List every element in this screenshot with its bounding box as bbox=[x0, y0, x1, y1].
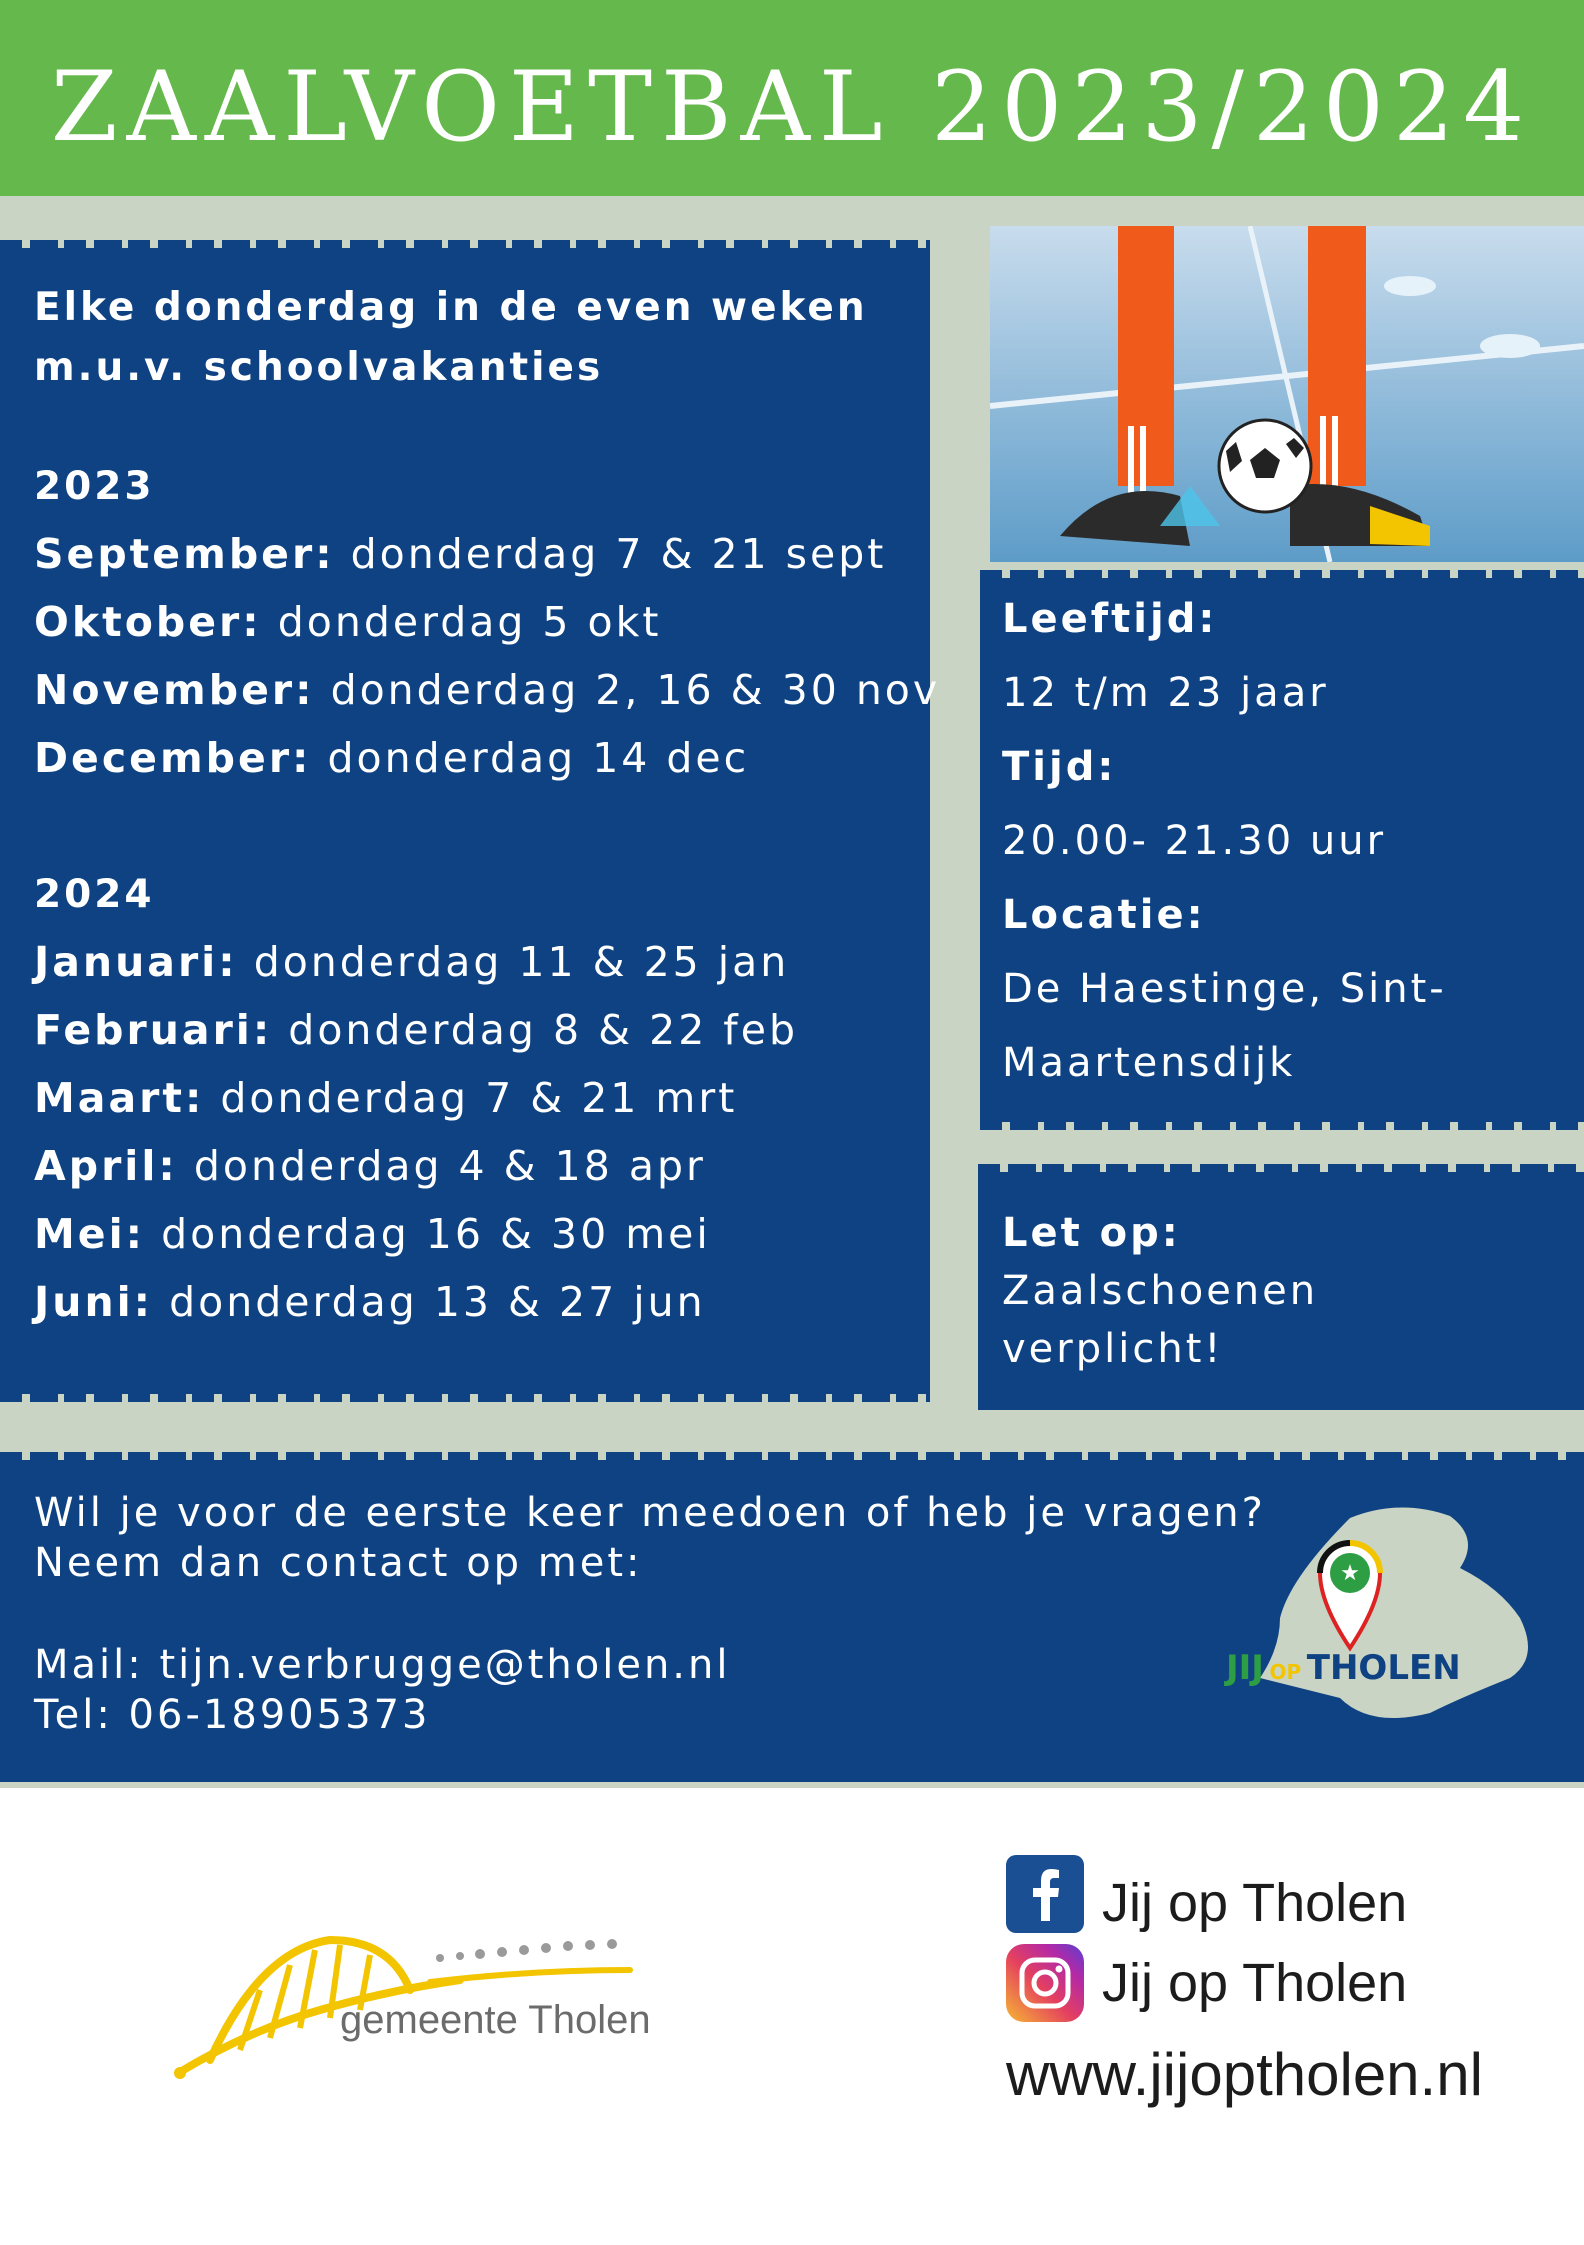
page-title: ZAALVOETBAL 2023/2024 bbox=[50, 51, 1534, 163]
location-line-1: De Haestinge, Sint- bbox=[1002, 966, 1447, 1012]
futsal-photo-illustration bbox=[990, 226, 1584, 562]
note-panel bbox=[978, 1172, 1584, 1410]
month-row bbox=[34, 530, 886, 578]
month-label: November: bbox=[34, 666, 315, 714]
month-row bbox=[34, 1210, 711, 1258]
intro-line-2: m.u.v. schoolvakanties bbox=[34, 345, 604, 390]
header-banner bbox=[0, 0, 1584, 200]
contact-panel bbox=[0, 1460, 1584, 1782]
location-line-2: Maartensdijk bbox=[1002, 1040, 1296, 1086]
month-row bbox=[34, 1006, 798, 1054]
facebook-icon[interactable] bbox=[1006, 1855, 1084, 1933]
contact-line-1: Wil je voor de eerste keer meedoen of heb je vragen? bbox=[34, 1490, 1266, 1536]
month-label: Oktober: bbox=[34, 598, 262, 646]
logo-word-jij: JIJ bbox=[1226, 1648, 1264, 1688]
time-label: Tijd: bbox=[1002, 744, 1117, 790]
contact-line-2: Neem dan contact op met: bbox=[34, 1540, 643, 1586]
month-row bbox=[34, 1142, 706, 1190]
jij-op-tholen-logo bbox=[1220, 1498, 1560, 1758]
instagram-icon[interactable] bbox=[1006, 1944, 1084, 2022]
website-link[interactable]: www.jijoptholen.nl bbox=[1006, 2041, 1483, 2108]
facebook-label[interactable]: Jij op Tholen bbox=[1102, 1873, 1408, 1933]
month-dates: donderdag 2, 16 & 30 nov bbox=[330, 666, 941, 714]
month-dates: donderdag 4 & 18 apr bbox=[193, 1142, 706, 1190]
month-dates: donderdag 11 & 25 jan bbox=[253, 938, 790, 986]
gemeente-tholen-text: gemeente Tholen bbox=[340, 1998, 651, 2042]
note-line-1: Zaalschoenen bbox=[1002, 1268, 1319, 1314]
month-label: Februari: bbox=[34, 1006, 273, 1054]
facebook-glyph bbox=[1006, 1855, 1084, 1933]
month-label: Januari: bbox=[34, 938, 238, 986]
note-line-2: verplicht! bbox=[1002, 1326, 1224, 1372]
info-panel bbox=[980, 578, 1584, 1122]
month-row bbox=[34, 1074, 737, 1122]
location-label: Locatie: bbox=[1002, 892, 1206, 938]
month-label: September: bbox=[34, 530, 335, 578]
schedule-panel bbox=[0, 248, 941, 1394]
month-label: December: bbox=[34, 734, 312, 782]
month-row bbox=[34, 938, 789, 986]
month-dates: donderdag 13 & 27 jun bbox=[169, 1278, 706, 1326]
logo-word-tholen: THOLEN bbox=[1306, 1648, 1461, 1688]
age-label: Leeftijd: bbox=[1002, 596, 1218, 642]
intro-line-1: Elke donderdag in de even weken bbox=[34, 285, 868, 330]
month-row bbox=[34, 1278, 706, 1326]
month-label: Maart: bbox=[34, 1074, 205, 1122]
note-label: Let op: bbox=[1002, 1210, 1181, 1256]
schedule-intro bbox=[34, 278, 868, 398]
month-dates: donderdag 8 & 22 feb bbox=[288, 1006, 798, 1054]
year-heading-2023: 2023 bbox=[34, 464, 155, 509]
time-value: 20.00- 21.30 uur bbox=[1002, 818, 1387, 864]
month-row bbox=[34, 598, 661, 646]
month-label: April: bbox=[34, 1142, 178, 1190]
month-label: Mei: bbox=[34, 1210, 146, 1258]
month-row bbox=[34, 734, 749, 782]
instagram-glyph bbox=[1006, 1944, 1084, 2022]
logo-word-op: OP bbox=[1269, 1660, 1302, 1684]
month-dates: donderdag 7 & 21 mrt bbox=[220, 1074, 738, 1122]
instagram-label[interactable]: Jij op Tholen bbox=[1102, 1953, 1408, 2013]
month-row bbox=[34, 666, 940, 714]
contact-phone[interactable]: Tel: 06-18905373 bbox=[34, 1692, 431, 1738]
month-dates: donderdag 7 & 21 sept bbox=[350, 530, 887, 578]
month-dates: donderdag 5 okt bbox=[277, 598, 662, 646]
island-map-icon bbox=[1220, 1498, 1560, 1758]
contact-mail[interactable]: Mail: tijn.verbrugge@tholen.nl bbox=[34, 1642, 731, 1688]
month-dates: donderdag 16 & 30 mei bbox=[161, 1210, 711, 1258]
month-label: Juni: bbox=[34, 1278, 154, 1326]
month-dates: donderdag 14 dec bbox=[327, 734, 750, 782]
age-value: 12 t/m 23 jaar bbox=[1002, 670, 1329, 716]
year-heading-2024: 2024 bbox=[34, 872, 155, 917]
futsal-photo bbox=[990, 226, 1584, 562]
jij-op-tholen-wordmark bbox=[1226, 1648, 1461, 1688]
svg-text:★: ★ bbox=[1340, 1561, 1360, 1586]
